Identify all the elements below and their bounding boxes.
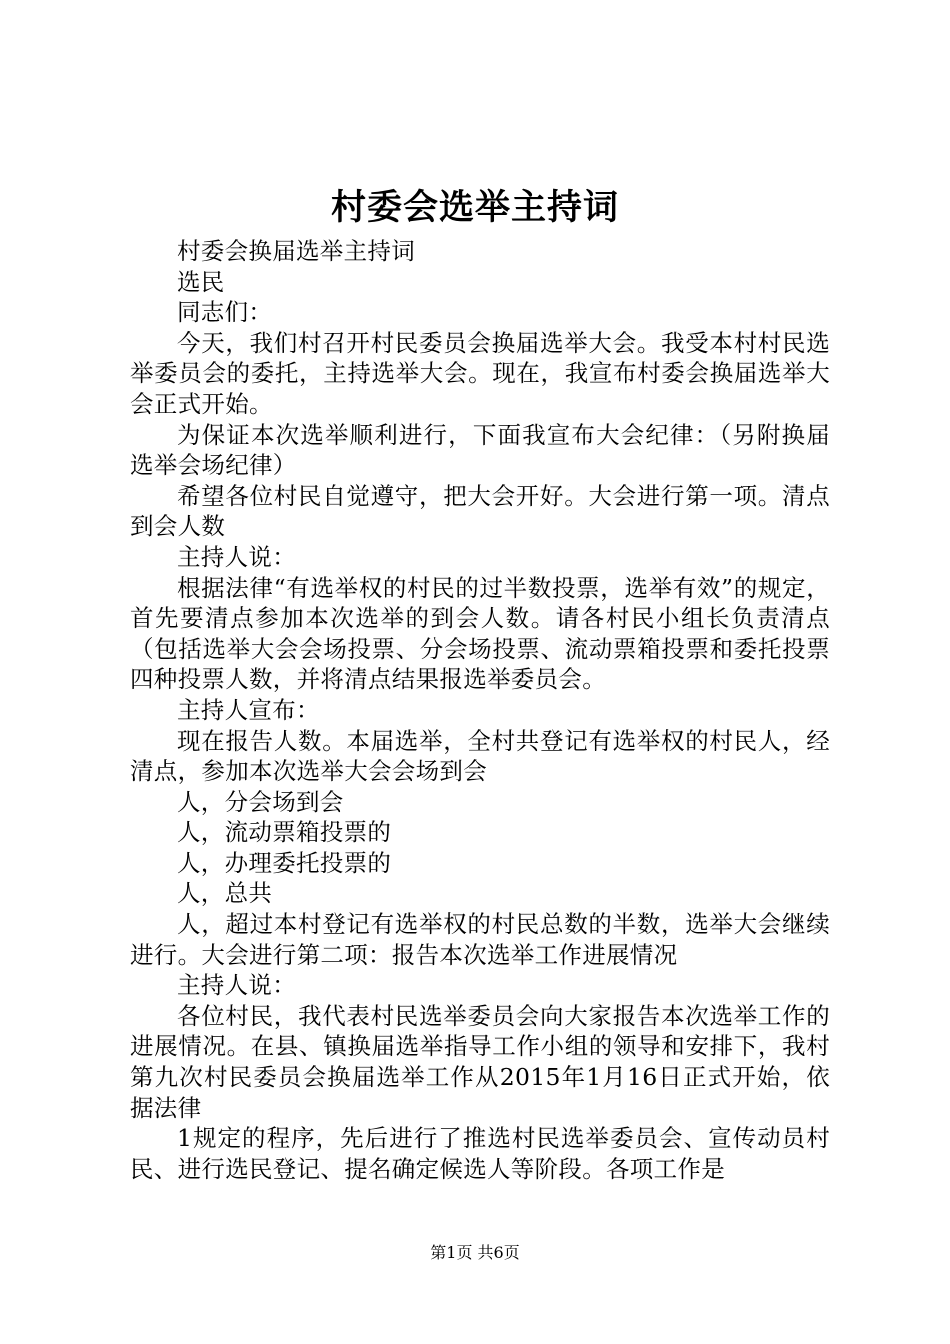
page-footer: 第1页 共6页 (430, 1243, 520, 1262)
paragraph: 人，分会场到会 (177, 787, 344, 816)
paragraph: 人，办理委托投票的 (177, 848, 392, 877)
document-body (130, 236, 830, 1184)
paragraph: 为保证本次选举顺利进行，下面我宣布大会纪律：（另附换届选举会场纪律） (130, 420, 830, 480)
paragraph: 同志们： (177, 298, 273, 327)
paragraph: 根据法律“有选举权的村民的过半数投票，选举有效”的规定，首先要清点参加本次选举的到会人数。请各村民小组长负责清点（包括选举大会会场投票、分会场投票、流动票箱投票和委托投票四种投票人数，并将清点结果报选举委员会。 (130, 573, 830, 694)
paragraph: 人，总共 (177, 879, 273, 908)
paragraph: 村委会换届选举主持词 (177, 237, 415, 265)
paragraph: 各位村民，我代表村民选举委员会向大家报告本次选举工作的进展情况。在县、镇换届选举指导工作小组的领导和安排下，我村第九次村民委员会换届选举工作从2015年1月16日正式开始，依据法律 (130, 1001, 830, 1122)
paragraph: 1规定的程序，先后进行了推选村民选举委员会、宣传动员村民、进行选民登记、提名确定候选人等阶段。各项工作是 (130, 1124, 830, 1183)
document-title: 村委会选举主持词 (330, 187, 619, 228)
paragraph: 人，超过本村登记有选举权的村民总数的半数，选举大会继续进行。大会进行第二项：报告本次选举工作进展情况 (130, 910, 830, 969)
paragraph: 今天，我们村召开村民委员会换届选举大会。我受本村村民选举委员会的委托，主持选举大会。现在，我宣布村委会换届选举大会正式开始。 (130, 328, 830, 418)
paragraph: 现在报告人数。本届选举，全村共登记有选举权的村民人，经清点，参加本次选举大会会场到会 (130, 726, 830, 786)
paragraph: 人，流动票箱投票的 (177, 818, 392, 847)
paragraph: 主持人宣布： (177, 695, 320, 724)
paragraph: 选民 (177, 267, 225, 296)
paragraph: 主持人说： (177, 971, 296, 1000)
paragraph: 希望各位村民自觉遵守，把大会开好。大会进行第一项。清点到会人数 (130, 481, 830, 541)
paragraph: 主持人说： (177, 542, 296, 571)
